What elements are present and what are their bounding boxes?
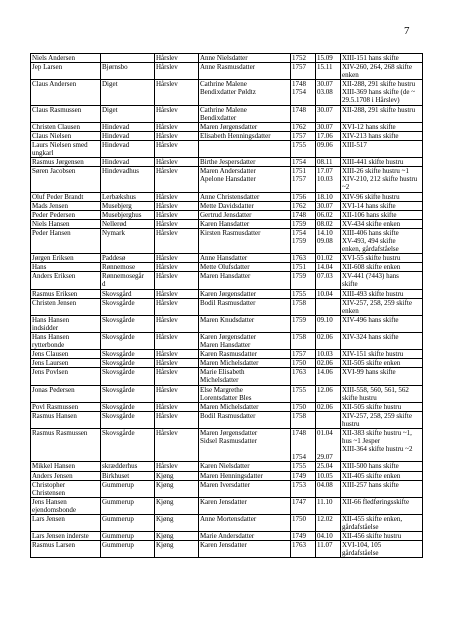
name-cell: Povl Rasmussen (31, 402, 101, 411)
farm-cell: Skovsgårde (101, 298, 155, 315)
year-cell: 1752 (291, 54, 316, 63)
parish-cell: Hårslev (155, 411, 199, 428)
wife-cell: Maren Andersdatter Apelone Hansdatter (199, 167, 291, 192)
name-cell: Søren Jacobsen (31, 167, 101, 192)
wife-cell: Marie Elisabeth Michelsdatter (199, 368, 291, 385)
page-number: 7 (404, 25, 410, 37)
name-cell: Jonas Pedersen (31, 385, 101, 402)
wife-cell: Bodil Rasmusdatter (199, 411, 291, 428)
wife-cell: Cathrine Malene Bendixdatter Pøldtz (199, 80, 291, 105)
wife-cell: Marie Andersdatter (199, 532, 291, 541)
table-row (31, 228, 423, 253)
farm-cell: Rønnemosegår d (101, 272, 155, 289)
table-row (31, 201, 423, 210)
wife-cell: Mette Olufsdatter (199, 263, 291, 272)
date-cell: 11.07 (316, 541, 341, 558)
year-cell: 1762 (291, 122, 316, 131)
parish-cell: Hårslev (155, 385, 199, 402)
parish-cell: Kjøng (155, 480, 199, 497)
parish-cell: Hårslev (155, 462, 199, 471)
wife-cell: Maren Hansdatter (199, 272, 291, 289)
wife-cell: Else Margrethe Lorentsdatter Bles (199, 385, 291, 402)
wife-cell (199, 140, 291, 157)
parish-cell: Hårslev (155, 298, 199, 315)
farm-cell: Musebjerg (101, 201, 155, 210)
date-cell: 12.02 (316, 514, 341, 531)
name-cell: Christen Clausen (31, 122, 101, 131)
reference-cell: XIII-493 skifte hustru (341, 289, 423, 298)
name-cell: Jørgen Eriksen (31, 254, 101, 263)
table-row (31, 131, 423, 140)
table-body (31, 54, 423, 558)
name-cell: Rasmus Eriksen (31, 289, 101, 298)
table-row (31, 122, 423, 131)
table-row (31, 471, 423, 480)
reference-cell: XVI-12 hans skifte (341, 122, 423, 131)
date-cell: 11.10 (316, 497, 341, 514)
year-cell: 1748 1754 (291, 429, 316, 462)
year-cell: 1758 (291, 298, 316, 315)
date-cell: 08.11 (316, 158, 341, 167)
name-cell: Rasmus Hansen (31, 411, 101, 428)
wife-cell: Anne Rasmusdatter (199, 63, 291, 80)
reference-cell: XVI-104, 105 gårdafståelse (341, 541, 423, 558)
farm-cell: Skovsgårde (101, 385, 155, 402)
date-cell: 02.06 (316, 402, 341, 411)
reference-cell: XIV-151 skifte hustru (341, 350, 423, 359)
farm-cell: Skovsgårde (101, 411, 155, 428)
reference-cell: XVI-99 hans skifte (341, 368, 423, 385)
name-cell: Jep Larsen (31, 63, 101, 80)
year-cell: 1756 (291, 192, 316, 201)
parish-cell: Kjøng (155, 471, 199, 480)
name-cell: Anders Jensen (31, 471, 101, 480)
table-row (31, 192, 423, 201)
table-row (31, 541, 423, 558)
year-cell: 1755 (291, 462, 316, 471)
date-cell: 02.06 (316, 359, 341, 368)
reference-cell: XV-441 (?443) hans skifte (341, 272, 423, 289)
date-cell: 02.06 (316, 333, 341, 350)
year-cell: 1750 (291, 514, 316, 531)
table-row (31, 158, 423, 167)
reference-cell: XIII-558, 560, 561, 562 skifte hustru (341, 385, 423, 402)
year-cell: 1755 (291, 385, 316, 402)
table-row (31, 480, 423, 497)
wife-cell: Karen Nielsdatter (199, 462, 291, 471)
name-cell: Hans (31, 263, 101, 272)
year-cell: 1763 (291, 254, 316, 263)
year-cell: 1762 (291, 201, 316, 210)
name-cell: Peder Hansen (31, 228, 101, 253)
parish-cell: Kjøng (155, 514, 199, 531)
year-cell: 1750 (291, 359, 316, 368)
table-row (31, 368, 423, 385)
farm-cell: Gummerup (101, 514, 155, 531)
date-cell: 17.06 (316, 131, 341, 140)
date-cell: 04.10 (316, 532, 341, 541)
wife-cell: Maren Michelsdatter (199, 359, 291, 368)
table-row (31, 210, 423, 219)
parish-cell: Hårslev (155, 219, 199, 228)
reference-cell: XII-405 skifte enken (341, 471, 423, 480)
table-row (31, 402, 423, 411)
table-row (31, 140, 423, 157)
parish-cell: Hårslev (155, 350, 199, 359)
name-cell: Peder Pedersen (31, 210, 101, 219)
farm-cell: Birkhuset (101, 471, 155, 480)
parish-cell: Hårslev (155, 105, 199, 122)
table-row (31, 105, 423, 122)
farm-cell: Hindevad (101, 122, 155, 131)
table-row (31, 80, 423, 105)
farm-cell: Diget (101, 80, 155, 105)
wife-cell: Anne Mortensdatter (199, 514, 291, 531)
parish-cell: Hårslev (155, 54, 199, 63)
year-cell: 1751 1757 (291, 167, 316, 192)
reference-cell: XII-505 skifte enken (341, 359, 423, 368)
farm-cell: Gummerup (101, 480, 155, 497)
parish-cell: Hårslev (155, 201, 199, 210)
year-cell: 1749 (291, 532, 316, 541)
table-row (31, 263, 423, 272)
wife-cell: Karen Jørgensdatter Maren Hansdatter (199, 333, 291, 350)
farm-cell: Gummerup (101, 541, 155, 558)
date-cell: 15.09 (316, 54, 341, 63)
wife-cell: Bodil Rasmusdatter (199, 298, 291, 315)
parish-cell: Hårslev (155, 228, 199, 253)
year-cell: 1757 (291, 131, 316, 140)
reference-cell: XV-434 skifte enken (341, 219, 423, 228)
reference-cell: XIII-500 hans skifte (341, 462, 423, 471)
name-cell: Claus Nielsen (31, 131, 101, 140)
farm-cell: Musebjerghus (101, 210, 155, 219)
reference-cell: XIII-406 hans skifte XV-493, 494 skifte enken, gårdafståelse (341, 228, 423, 253)
reference-cell: XIII-26 skifte hustru ~1 XIV-210, 212 skifte hustru ~2 (341, 167, 423, 192)
parish-cell: Hårslev (155, 289, 199, 298)
reference-cell: XII-456 skifte hustru (341, 532, 423, 541)
farm-cell: Bjørnsbo (101, 63, 155, 80)
table-row (31, 462, 423, 471)
parish-cell: Hårslev (155, 192, 199, 201)
reference-cell: XII-106 hans skifte (341, 210, 423, 219)
wife-cell: Maren Jørgensdatter Sidsel Rasmusdatter (199, 429, 291, 462)
year-cell: 1751 (291, 263, 316, 272)
table-row (31, 167, 423, 192)
year-cell: 1750 (291, 402, 316, 411)
reference-cell: XIII-257 hans skifte (341, 480, 423, 497)
farm-cell: Lerbækshus (101, 192, 155, 201)
wife-cell: Elisabeth Henningsdatter (199, 131, 291, 140)
farm-cell: Gummerup (101, 532, 155, 541)
reference-cell: XIV-257, 258, 259 skifte hustru (341, 411, 423, 428)
reference-cell: XII-288, 291 skifte hustru XIII-369 hans skifte (de ~ 29.5.1708 i Hårslev) (341, 80, 423, 105)
year-cell: 1757 (291, 350, 316, 359)
farm-cell: Skovsgårde (101, 333, 155, 350)
date-cell (316, 298, 341, 315)
farm-cell: Nymark (101, 228, 155, 253)
date-cell: 06.02 (316, 210, 341, 219)
reference-cell: XII-505 skifte hustru (341, 402, 423, 411)
date-cell: 14.04 (316, 263, 341, 272)
name-cell: Mads Jensen (31, 201, 101, 210)
year-cell: 1758 (291, 333, 316, 350)
farm-cell: Gummerup (101, 497, 155, 514)
table-row (31, 219, 423, 228)
wife-cell: Maren Henningsdatter (199, 471, 291, 480)
date-cell: 30.07 (316, 105, 341, 122)
reference-cell: XVI-14 hans skifte (341, 201, 423, 210)
table-row (31, 333, 423, 350)
year-cell: 1755 (291, 289, 316, 298)
table-row (31, 289, 423, 298)
farm-cell: Rønnemose (101, 263, 155, 272)
date-cell: 10.04 (316, 289, 341, 298)
name-cell: Hans Hansen indsidder (31, 315, 101, 332)
table-row (31, 272, 423, 289)
date-cell: 14.10 09.08 (316, 228, 341, 253)
table-row (31, 350, 423, 359)
parish-cell: Hårslev (155, 140, 199, 157)
farm-cell: Hindevad (101, 131, 155, 140)
farm-cell: Skovsgårde (101, 350, 155, 359)
farm-cell: skrædderhus (101, 462, 155, 471)
name-cell: Jens Povlsen (31, 368, 101, 385)
parish-cell: Hårslev (155, 158, 199, 167)
year-cell: 1754 (291, 158, 316, 167)
parish-cell: Kjøng (155, 541, 199, 558)
date-cell: 01.02 (316, 254, 341, 263)
table-row (31, 411, 423, 428)
farm-cell: Skovsgårde (101, 429, 155, 462)
wife-cell: Kirsten Rasmusdatter (199, 228, 291, 253)
date-cell: 25.04 (316, 462, 341, 471)
name-cell: Mikkel Hansen (31, 462, 101, 471)
wife-cell: Karen Jørgensdatter (199, 289, 291, 298)
year-cell: 1755 (291, 140, 316, 157)
farm-cell: Hindevad (101, 140, 155, 157)
table-row (31, 315, 423, 332)
farm-cell: Skovsgårde (101, 315, 155, 332)
reference-cell: XIV-257, 258, 259 skifte enken (341, 298, 423, 315)
parish-cell: Hårslev (155, 263, 199, 272)
date-cell: 09.10 (316, 315, 341, 332)
date-cell: 09.06 (316, 140, 341, 157)
parish-cell: Hårslev (155, 131, 199, 140)
parish-cell: Hårslev (155, 63, 199, 80)
wife-cell: Maren Knudsdatter (199, 315, 291, 332)
table-row (31, 254, 423, 263)
name-cell: Anders Eriksen (31, 272, 101, 289)
reference-cell: XIV-324 hans skifte (341, 333, 423, 350)
farm-cell: Skovsgårde (101, 402, 155, 411)
wife-cell: Maren Iversdatter (199, 480, 291, 497)
name-cell: Claus Andersen (31, 80, 101, 105)
wife-cell: Birthe Jespersdatter (199, 158, 291, 167)
date-cell: 08.02 (316, 219, 341, 228)
date-cell: 12.06 (316, 385, 341, 402)
wife-cell: Karen Rasmusdatter (199, 350, 291, 359)
reference-cell: XII-455 skifte enken, gårdafståelse (341, 514, 423, 531)
date-cell: 04.08 (316, 480, 341, 497)
year-cell: 1757 (291, 63, 316, 80)
date-cell: 30.07 03.08 (316, 80, 341, 105)
wife-cell: Cathrine Malene Bendixdatter (199, 105, 291, 122)
farm-cell: Paddesø (101, 254, 155, 263)
date-cell: 01.04 29.07 (316, 429, 341, 462)
wife-cell: Karen Hansdatter (199, 219, 291, 228)
table-row (31, 54, 423, 63)
date-cell: 30.07 (316, 201, 341, 210)
name-cell: Lars Jensen (31, 514, 101, 531)
name-cell: Oluf Peder Brandt (31, 192, 101, 201)
parish-cell: Hårslev (155, 333, 199, 350)
parish-cell: Hårslev (155, 368, 199, 385)
date-cell: 17.07 10.03 (316, 167, 341, 192)
parish-cell: Hårslev (155, 272, 199, 289)
table-row (31, 385, 423, 402)
reference-cell: XIV-260, 264, 268 skifte enken (341, 63, 423, 80)
farm-cell: Nellerød (101, 219, 155, 228)
date-cell (316, 411, 341, 428)
wife-cell: Anne Christensdatter (199, 192, 291, 201)
wife-cell: Karen Jensdatter (199, 497, 291, 514)
year-cell: 1763 (291, 541, 316, 558)
year-cell: 1747 (291, 497, 316, 514)
farm-cell: Skovsgårde (101, 359, 155, 368)
reference-cell: XII-608 skifte enken (341, 263, 423, 272)
wife-cell: Maren Jørgensdatter (199, 122, 291, 131)
name-cell: Laurs Nielsen smed ungkarl (31, 140, 101, 157)
year-cell: 1748 (291, 210, 316, 219)
name-cell: Hans Hansen rytterbonde (31, 333, 101, 350)
reference-cell: XII-383 skifte hustru ~1, hus ~1 Jesper XIII-364 skifte hustru ~2 (341, 429, 423, 462)
table-row (31, 298, 423, 315)
date-cell: 15.11 (316, 63, 341, 80)
name-cell: Lars Jensen inderste (31, 532, 101, 541)
name-cell: Jens Clausen (31, 350, 101, 359)
farm-cell: Skovsgård (101, 289, 155, 298)
parish-cell: Kjøng (155, 532, 199, 541)
reference-cell: XII-66 fledføringsskifte (341, 497, 423, 514)
table-row (31, 497, 423, 514)
parish-cell: Hårslev (155, 167, 199, 192)
wife-cell: Anne Hansdatter (199, 254, 291, 263)
name-cell: Christen Jensen (31, 298, 101, 315)
reference-cell: XIV-96 skifte hustru (341, 192, 423, 201)
name-cell: Rasmus Rasmussen (31, 429, 101, 462)
name-cell: Niels Hansen (31, 219, 101, 228)
name-cell: Christopher Christensen (31, 480, 101, 497)
name-cell: Rasmus Larsen (31, 541, 101, 558)
year-cell: 1748 (291, 105, 316, 122)
parish-cell: Hårslev (155, 359, 199, 368)
table-row (31, 514, 423, 531)
year-cell: 1749 (291, 471, 316, 480)
reference-cell: XIII-517 (341, 140, 423, 157)
reference-cell: XIII-151 hans skifte (341, 54, 423, 63)
name-cell: Jens Hansen ejendomsbonde (31, 497, 101, 514)
name-cell: Niels Andersen (31, 54, 101, 63)
wife-cell: Anne Nielsdatter (199, 54, 291, 63)
farm-cell (101, 54, 155, 63)
year-cell: 1759 (291, 315, 316, 332)
parish-cell: Hårslev (155, 80, 199, 105)
parish-cell: Hårslev (155, 122, 199, 131)
year-cell: 1759 (291, 272, 316, 289)
name-cell: Jens Laursen (31, 359, 101, 368)
reference-cell: XIV-496 hans skifte (341, 315, 423, 332)
date-cell: 30.07 (316, 122, 341, 131)
date-cell: 07.03 (316, 272, 341, 289)
date-cell: 10.03 (316, 350, 341, 359)
parish-cell: Hårslev (155, 210, 199, 219)
farm-cell: Hindevadhus (101, 167, 155, 192)
parish-cell: Hårslev (155, 315, 199, 332)
reference-cell: XVI-55 skifte hustru (341, 254, 423, 263)
table-row (31, 359, 423, 368)
year-cell: 1759 (291, 219, 316, 228)
table-row (31, 429, 423, 462)
probate-register-table (30, 53, 423, 558)
year-cell: 1754 1759 (291, 228, 316, 253)
wife-cell: Maren Michelsdatter (199, 402, 291, 411)
farm-cell: Hindevad (101, 158, 155, 167)
year-cell: 1763 (291, 368, 316, 385)
reference-cell: XII-288, 291 skifte hustru (341, 105, 423, 122)
name-cell: Claus Rasmussen (31, 105, 101, 122)
name-cell: Rasmus Jørgensen (31, 158, 101, 167)
table-row (31, 532, 423, 541)
parish-cell: Hårslev (155, 429, 199, 462)
wife-cell: Karen Jensdatter (199, 541, 291, 558)
date-cell: 14.06 (316, 368, 341, 385)
parish-cell: Hårslev (155, 402, 199, 411)
wife-cell: Mette Davidsdatter (199, 201, 291, 210)
reference-cell: XIII-441 skifte hustru (341, 158, 423, 167)
parish-cell: Hårslev (155, 254, 199, 263)
table-row (31, 63, 423, 80)
year-cell: 1753 (291, 480, 316, 497)
date-cell: 10.05 (316, 471, 341, 480)
farm-cell: Skovsgårde (101, 368, 155, 385)
farm-cell: Diget (101, 105, 155, 122)
parish-cell: Kjøng (155, 497, 199, 514)
wife-cell: Gertrud Jensdatter (199, 210, 291, 219)
year-cell: 1758 (291, 411, 316, 428)
date-cell: 18.10 (316, 192, 341, 201)
year-cell: 1748 1754 (291, 80, 316, 105)
reference-cell: XIV-213 hans skifte (341, 131, 423, 140)
